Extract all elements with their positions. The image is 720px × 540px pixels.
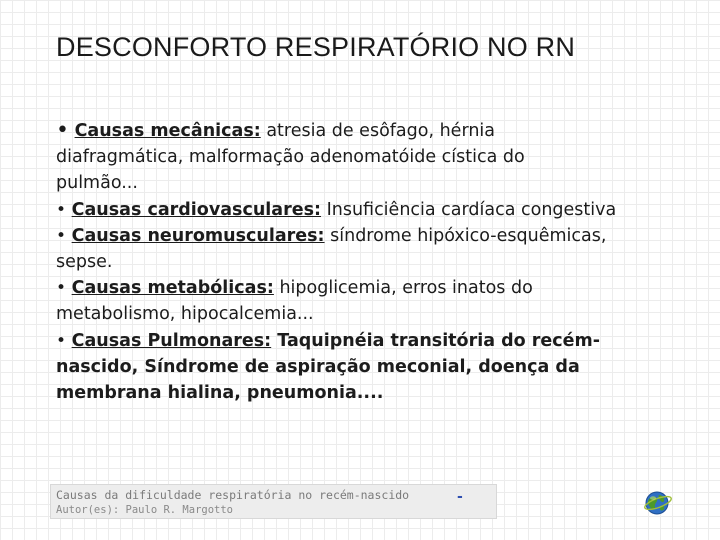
heading-neuro: Causas neuromusculares: (71, 225, 325, 246)
text-mecanicas-3: pulmão... (56, 173, 138, 194)
text-metabolicas-1: hipoglicemia, erros inatos do (273, 278, 533, 299)
bullet-metabolicas (56, 275, 656, 327)
heading-metabolicas: Causas metabólicas: (71, 278, 274, 299)
text-mecanicas-1: atresia de esôfago, hérnia (260, 121, 496, 141)
slide-title: DESCONFORTO RESPIRATÓRIO NO RN (56, 32, 576, 62)
footer-author: Autor(es): Paulo R. Margotto (56, 504, 234, 516)
bullet-mecanicas (56, 118, 656, 197)
globe-icon[interactable] (643, 490, 673, 516)
text-pulmonares-2: nascido, Síndrome de aspiração meconial, doença da (56, 356, 580, 377)
heading-pulmonares: Causas Pulmonares: (71, 330, 272, 351)
footer-title: Causas da dificuldade respiratória no recém-nascido (56, 488, 410, 502)
heading-mecanicas: Causas mecânicas: (74, 121, 261, 141)
footer-box (50, 484, 497, 519)
text-mecanicas-2: diafragmática, malformação adenomatóide cística do (56, 147, 525, 168)
bullet-marker: • (56, 118, 69, 143)
text-neuro-1: síndrome hipóxico-esquêmicas, (324, 225, 607, 246)
content-body (56, 118, 656, 406)
text-cardio: Insuficiência cardíaca congestiva (321, 199, 617, 220)
text-pulmonares-3: membrana hialina, pneumonia.... (56, 383, 384, 404)
bullet-marker: • (56, 225, 67, 246)
text-metabolicas-2: metabolismo, hipocalcemia... (56, 304, 314, 325)
bullet-neuro (56, 223, 656, 275)
text-pulmonares-1: Taquipnéia transitória do recém- (271, 330, 600, 351)
bullet-pulmonares (56, 328, 656, 407)
bullet-cardio (56, 197, 656, 223)
heading-cardio: Causas cardiovasculares: (71, 199, 322, 220)
bullet-marker: • (56, 199, 67, 220)
bullet-marker: • (56, 278, 67, 299)
text-neuro-2: sepse. (56, 252, 113, 273)
footer-dash-link[interactable]: - (457, 489, 463, 505)
bullet-marker: • (56, 330, 67, 351)
